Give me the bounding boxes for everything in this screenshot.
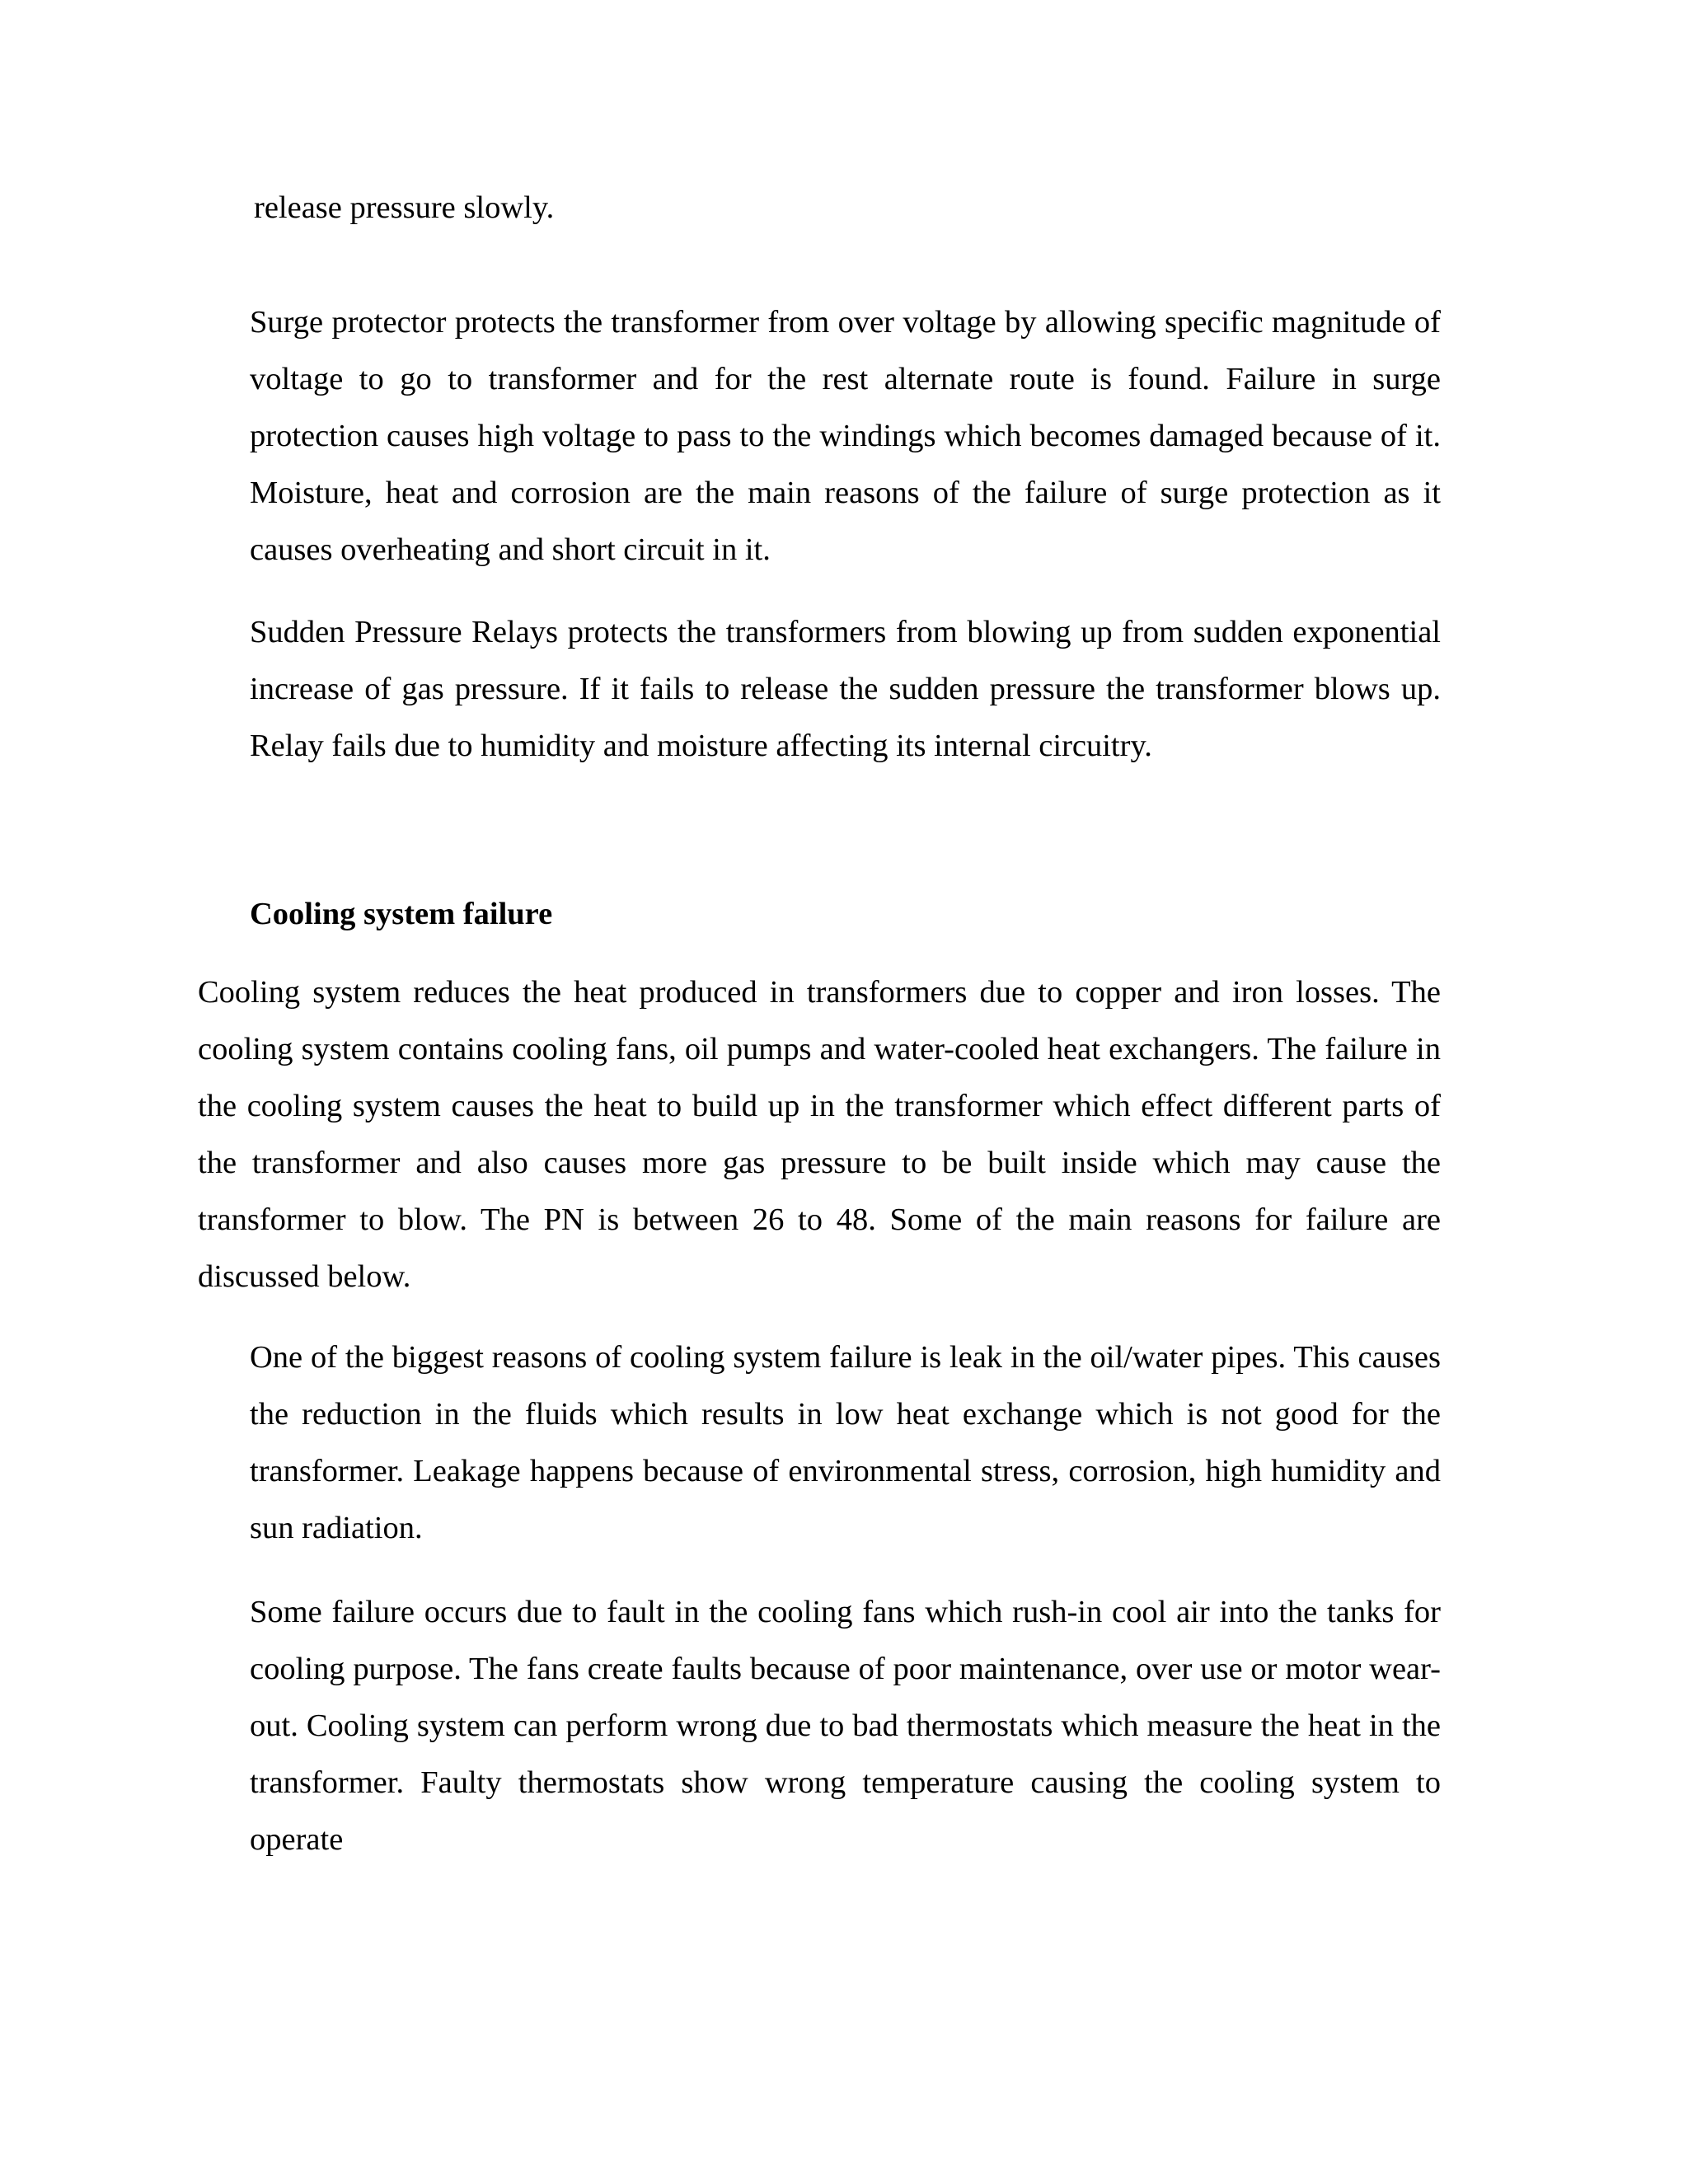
surge-protector-paragraph: Surge protector protects the transformer from over voltage by allowing specific magnitude of voltage to go to transformer and for the rest alternate route is found. Failure in surge protection causes high voltage to pass to the windings which becomes damaged because of it. Moisture, heat and corrosion are the main reasons of the failure of surge protection as it causes overheating and short circuit in it. [250,305,1441,567]
cooling-system-intro-paragraph: Cooling system reduces the heat produced in transformers due to copper and iron losses. The cooling system contains cooling fans, oil pumps and water-cooled heat exchangers. The failure in the cooling system causes the heat to build up in the transformer which effect different parts of the transformer and also causes more gas pressure to be built inside which may cause the transformer to blow. The PN is between 26 to 48. Some of the main reasons for failure are discussed below. [198,975,1441,1294]
continuation-line: release pressure slowly. [254,190,555,225]
sudden-pressure-relay-paragraph: Sudden Pressure Relays protects the transformers from blowing up from sudden exponential increase of gas pressure. If it fails to release the sudden pressure the transformer blows up. Relay fails due to humidity and moisture affecting its internal circuitry. [250,615,1441,763]
leak-paragraph: One of the biggest reasons of cooling system failure is leak in the oil/water pipes. This causes the reduction in the fluids which results in low heat exchange which is not good for the transformer. Leakage happens because of environmental stress, corrosion, high humidity and sun radiation. [250,1340,1441,1545]
section-heading-cooling-system-failure: Cooling system failure [250,897,553,931]
cooling-fans-paragraph: Some failure occurs due to fault in the cooling fans which rush-in cool air into the tanks for cooling purpose. The fans create faults because of poor maintenance, over use or motor wear-out. Cooling system can perform wrong due to bad thermostats which measure the heat in the transformer. Faulty thermostats show wrong temperature causing the cooling system to operate [250,1595,1441,1857]
